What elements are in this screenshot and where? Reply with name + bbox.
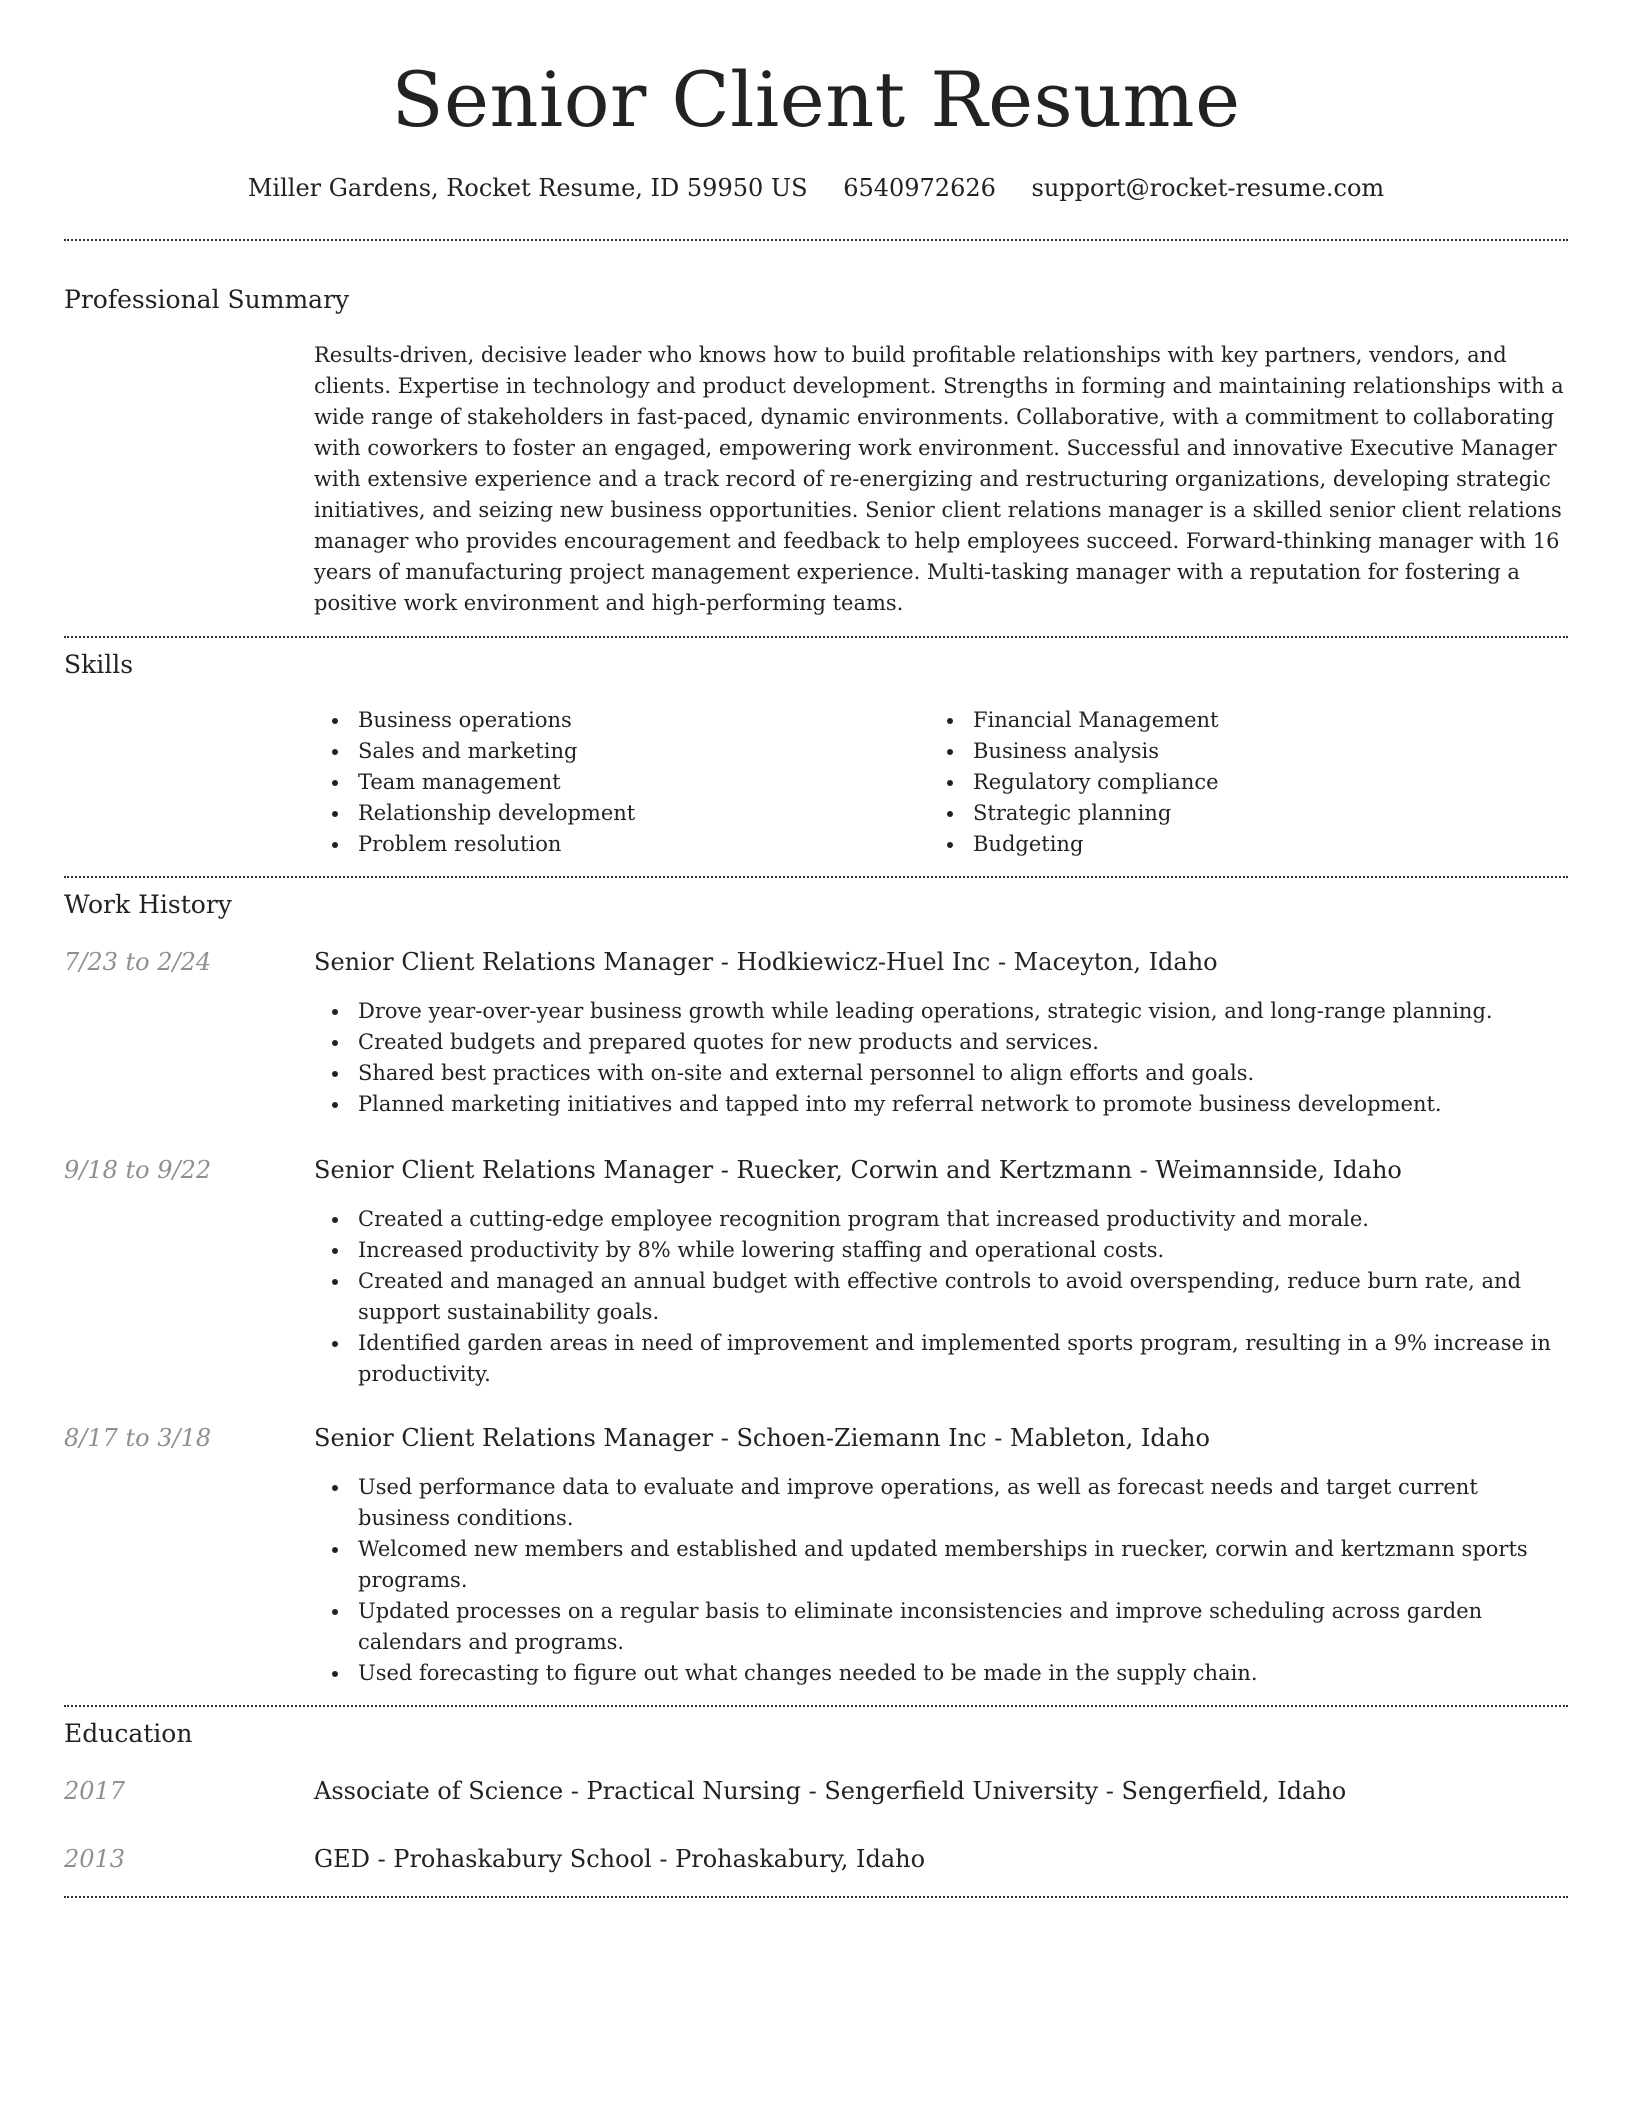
summary-text: Results-driven, decisive leader who knows how to build profitable relationships with key partners, vendors, and clients. Expertise in technology and product development. Strengths in forming and maintaining relationships with a wide range of stakeholders in fast-paced, dynamic environments. Collaborative, with a commitment to collaborating with coworkers to foster an engaged, empowering work environment. Successful and innovative Executive Manager with extensive experience and a track record of re-energizing and restructuring organizations, developing strategic initiatives, and seizing new business opportunities. Senior client relations manager is a skilled senior client relations manager who provides encouragement and feedback to help employees succeed. Forward-thinking manager with 16 years of manufacturing project management experience. Multi-tasking manager with a reputation for fostering a positive work environment and high-performing teams. (314, 343, 1564, 615)
job-title: Senior Client Relations Manager - Schoen-Ziemann Inc - Mableton, Idaho (314, 1424, 1210, 1452)
job-title: Senior Client Relations Manager - Ruecker, Corwin and Kertzmann - Weimannside, Idaho (314, 1156, 1402, 1184)
job-bullet: Shared best practices with on-site and external personnel to align efforts and goals. (314, 1058, 1568, 1089)
job-bullet: Updated processes on a regular basis to eliminate inconsistencies and improve scheduling across garden calendars and programs. (314, 1596, 1568, 1658)
job-bullet: Created a cutting-edge employee recognition program that increased productivity and morale. (314, 1204, 1568, 1235)
section-heading-summary: Professional Summary (64, 285, 350, 314)
skill-item: Team management (314, 767, 914, 798)
contact-phone: 6540972626 (843, 174, 996, 202)
job-bullets (314, 996, 1568, 1120)
divider (64, 1896, 1568, 1898)
contact-email: support@rocket-resume.com (1031, 174, 1385, 202)
education-year: 2017 (64, 1777, 126, 1805)
job-bullet: Planned marketing initiatives and tapped into my referral network to promote business development. (314, 1089, 1568, 1120)
job-bullet: Created budgets and prepared quotes for new products and services. (314, 1027, 1568, 1058)
skill-item: Financial Management (929, 705, 1529, 736)
job-bullet: Welcomed new members and established and updated memberships in ruecker, corwin and kertzmann sports programs. (314, 1534, 1568, 1596)
job-dates: 9/18 to 9/22 (64, 1156, 212, 1184)
skill-item: Business analysis (929, 736, 1529, 767)
divider (64, 1705, 1568, 1707)
job-bullet: Used forecasting to figure out what changes needed to be made in the supply chain. (314, 1658, 1568, 1689)
skill-item: Relationship development (314, 798, 914, 829)
resume-name: Senior Client Resume (391, 55, 1241, 144)
skill-item: Business operations (314, 705, 914, 736)
contact-address: Miller Gardens, Rocket Resume, ID 59950 US (247, 174, 808, 202)
job-bullet: Drove year-over-year business growth while leading operations, strategic vision, and long-range planning. (314, 996, 1568, 1027)
skills-list-left (314, 705, 914, 860)
education-title: GED - Prohaskabury School - Prohaskabury, Idaho (314, 1845, 926, 1873)
skill-item: Problem resolution (314, 829, 914, 860)
job-dates: 7/23 to 2/24 (64, 948, 212, 976)
skill-item: Sales and marketing (314, 736, 914, 767)
job-title: Senior Client Relations Manager - Hodkiewicz-Huel Inc - Maceyton, Idaho (314, 948, 1218, 976)
divider (64, 876, 1568, 878)
job-dates: 8/17 to 3/18 (64, 1424, 212, 1452)
skills-list-right (929, 705, 1529, 860)
job-bullet: Increased productivity by 8% while lowering staffing and operational costs. (314, 1235, 1568, 1266)
skill-item: Strategic planning (929, 798, 1529, 829)
skill-item: Budgeting (929, 829, 1529, 860)
section-heading-education: Education (64, 1719, 193, 1748)
job-bullet: Created and managed an annual budget with effective controls to avoid overspending, reduce burn rate, and support sustainability goals. (314, 1266, 1568, 1328)
contact-line (0, 170, 1632, 206)
education-year: 2013 (64, 1845, 126, 1873)
skill-item: Regulatory compliance (929, 767, 1529, 798)
education-title: Associate of Science - Practical Nursing - Sengerfield University - Sengerfield, Idaho (314, 1777, 1347, 1805)
job-bullets (314, 1204, 1568, 1390)
section-heading-work: Work History (64, 890, 232, 919)
section-heading-skills: Skills (64, 650, 134, 679)
job-bullets (314, 1472, 1568, 1689)
job-bullet: Identified garden areas in need of improvement and implemented sports program, resulting in a 9% increase in productivity. (314, 1328, 1568, 1390)
divider (64, 636, 1568, 638)
job-bullet: Used performance data to evaluate and improve operations, as well as forecast needs and target current business conditions. (314, 1472, 1568, 1534)
divider (64, 239, 1568, 241)
